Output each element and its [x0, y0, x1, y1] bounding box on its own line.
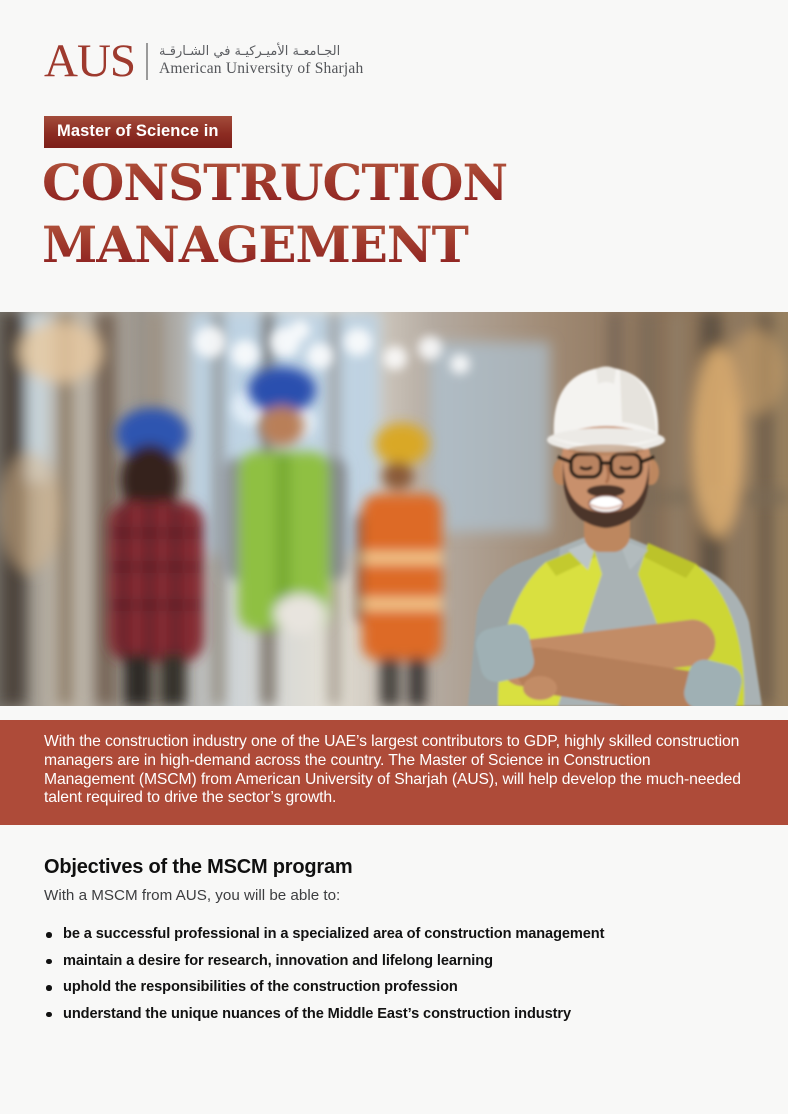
- objectives-section: [44, 855, 744, 1033]
- bullet-dot-icon: [46, 959, 52, 965]
- objective-item-label: be a successful professional in a specialized area of construction management: [63, 926, 605, 942]
- program-level-badge: Master of Science in: [44, 116, 232, 148]
- objectives-heading: Objectives of the MSCM program: [44, 856, 353, 878]
- aus-logo-english: American University of Sharjah: [159, 60, 364, 77]
- intro-text: With the construction industry one of the UAE’s largest contributors to GDP, highly skilled construction managers are in high-demand across the country. The Master of Science in Construction Management (MSCM) from American University of Sharjah (AUS), will help develop the much-needed talent required to drive the sector’s growth.: [44, 733, 741, 807]
- objectives-intro: With a MSCM from AUS, you will be able to:: [44, 887, 341, 904]
- logo-text-column: [159, 44, 363, 78]
- hero-photo: [0, 312, 788, 706]
- bullet-dot-icon: [46, 932, 52, 938]
- objective-item-label: maintain a desire for research, innovation and lifelong learning: [63, 952, 493, 969]
- aus-logo: [44, 35, 364, 87]
- intro-band: [0, 720, 788, 825]
- objective-item-label: understand the unique nuances of the Middle East’s construction industry: [63, 1005, 571, 1022]
- logo-divider: [146, 43, 148, 80]
- objective-item-label: uphold the responsibilities of the construction profession: [63, 979, 458, 995]
- program-title: [42, 152, 507, 276]
- objectives-list: [44, 927, 744, 1022]
- bullet-dot-icon: [46, 985, 52, 991]
- aus-logo-acronym: AUS: [44, 35, 136, 87]
- objective-item: [44, 980, 744, 996]
- bullet-dot-icon: [46, 1012, 52, 1018]
- program-title-line1: CONSTRUCTION: [42, 153, 508, 212]
- objective-item: [44, 1007, 744, 1023]
- program-title-line2: MANAGEMENT: [42, 214, 507, 276]
- objective-item: [44, 954, 744, 970]
- aus-logo-arabic: الجـامعـة الأميـركيـة في الشـارقـة: [159, 44, 341, 59]
- objective-item: [44, 927, 744, 943]
